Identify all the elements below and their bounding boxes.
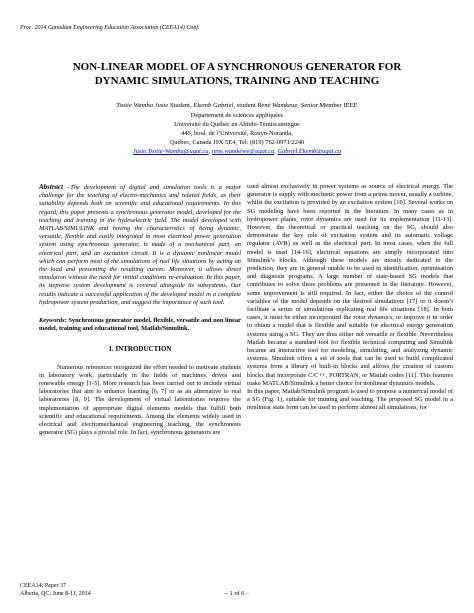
footer-place-date: Alberta, QC; June 8-11, 2014 xyxy=(20,591,91,597)
author-1-name: Tsotie Wamba Juste xyxy=(116,102,169,109)
affiliation-line-4: Québec, Canada J9X 5E4, Tel: (819) 762-0971/2240 xyxy=(169,139,305,146)
paper-title-line-2: DYNAMIC SIMULATIONS, TRAINING AND TEACHING xyxy=(94,75,380,87)
affiliation-line-3: 445, boul. de l’Université, Rouyn-Noranda, xyxy=(181,130,293,137)
right-column xyxy=(247,183,453,413)
email-link-1[interactable]: Juste.Tsotie-Wamba@uqat.ca xyxy=(132,148,209,155)
footer-paper-id: CEEA14; Paper 37 xyxy=(20,583,66,589)
keywords xyxy=(39,317,241,333)
author-3-role: , Senior Member IEEE xyxy=(297,102,358,109)
author-list xyxy=(0,101,474,111)
page-number: – 1 of 6 – xyxy=(224,590,250,597)
email-line xyxy=(0,147,474,156)
affiliation-line-2: Université du Québec en Abitibi-Témiscamingue xyxy=(174,121,300,128)
keywords-label: Keywords: xyxy=(39,317,67,325)
intro-paragraph-1: Numerous references recognized the effort needed to motivate students in laboratory work, particularly in the fields of machines, drives and renewable energy [1-5]. More research has been carried out to include virtual laboratories that aim to enhance learning [6, 7] or as an alternative to real laboratories [8, 9]. The development of virtual laboratories requires the implementation of appropriate digital elements models that fulfill both scientific and educational requirements. Among the elements widely used in electrical and electromechanical engineering teaching, the synchronous generator (SG) plays a pivotal role. In fact, synchronous generators are xyxy=(39,363,241,437)
abstract xyxy=(39,183,241,307)
body-paragraph-1: used almost exclusively in power systems as source of electrical energy. The generator is supply with mechanic power from a prime mover, usually a turbine, whilst the excitation is provided by an excitation system [10]. Several works on SG modeling have been reported in the literature. In many cases as in hydropower plants, rotor dynamics are used for its implementation [11-13]. However, the theoretical or practical teaching on the SG, should also demonstrate the key role of excitation system and its automatic voltage regulator (AVR) as well as the electrical part. In most cases, when the full model is used [14-16], electrical equations are simply incorporated into Simulink’s blocks. Although these models are mostly dedicated to the prediction, they are in general unable to be used in identification, optimisation and diagnosis programs. A large number of state-based SG models that contributes to solve these problems are presented in the literature. However, some improvement is still required. In fact, either the choice of the control variables of the model depends on the desired simulations [17] or it doesn’t facilitate a series of simulations replicating real life situations [18]. In both cases, it must be either incorporated the rotor dynamics, or improve it in order to obtain a model that is flexible and suitable for electrical energy generation systems using a SG. They are thus either not versatile or flexible. Nevertheless Matlab became a standard tool for flexible technical computing and Simulink became an interactive tool for modeling, simulating, and analyzing dynamic systems. Simulink offers a set of tools that can be used to build complicated systems from a library of built-in blocks and allows the creation of custom blocks that incorporate C/C++, FORTRAN, or Matlab codes [11]. This features make MATLAB/Simulink a better choice for nonlinear dynamics models. xyxy=(247,183,453,387)
email-link-3[interactable]: Gabriel.Ekemb@uqat.ca xyxy=(277,148,342,155)
abstract-text: –The development of digital and simulation tools is a major challenge for the teaching of electro-mechanics and related fields, as their suitability depends both on scientific and educational requirements. In this regard, this paper presents a synchronous generator model, developed for the teaching and training in the hydroelectric field. The model developed with MATLAB/SIMULINK and having the characteristics of being dynamic, versatile, flexible and easily integrated in most electrical power generation system using synchronous generator, is made of a mechanical part, an electrical part, and an excitation circuit. It is a dynamic nonlinear model which can perform most of the simulations of real life situations by acting on the load and presenting the resulting curves. Moreover, it allows direct simulation without the need for initial conditions re-evaluation. In this paper, its stepwise system development is covered alongside its subsystems. Our results indicate a successful application of the developed model in a complete hydropower system production, and suggest the importance of such tool. xyxy=(39,184,241,306)
author-1-role: Student, xyxy=(168,102,194,109)
conference-header: Proc. 2014 Canadian Engineering Education Association (CEEA14) Conf. xyxy=(20,25,200,31)
email-separator-1: , xyxy=(208,148,212,155)
title-block xyxy=(0,60,474,156)
section-heading-introduction: 1. INTRODUCTION xyxy=(108,345,172,354)
author-3-name: René Wamkeue xyxy=(257,102,298,109)
left-column xyxy=(39,183,241,437)
body-paragraph-2: In this paper, Matlab/Simulink program is used to propose a numerical model of a SG (Fig. 1), suitable for training and teaching. The proposed SG model in a nonlinear state form can be used to perform almost all simulations, for xyxy=(247,388,453,412)
keywords-text: Synchronous generator model, flexible, versatile and non linear model, training and educational tool, Matlab/Simulink. xyxy=(39,317,241,333)
email-separator-2: , xyxy=(274,148,278,155)
author-2-role: , student xyxy=(233,102,258,109)
abstract-label: Abstract xyxy=(39,183,64,191)
author-2-name: Ekemb Gabriel xyxy=(193,102,234,109)
paper-title-line-1: NON-LINEAR MODEL OF A SYNCHRONOUS GENERATOR FOR xyxy=(72,61,402,73)
affiliation-line-1: Département de sciences appliquées xyxy=(190,112,284,119)
email-link-2[interactable]: rene.wamkewe@uqat.ca xyxy=(211,148,275,155)
